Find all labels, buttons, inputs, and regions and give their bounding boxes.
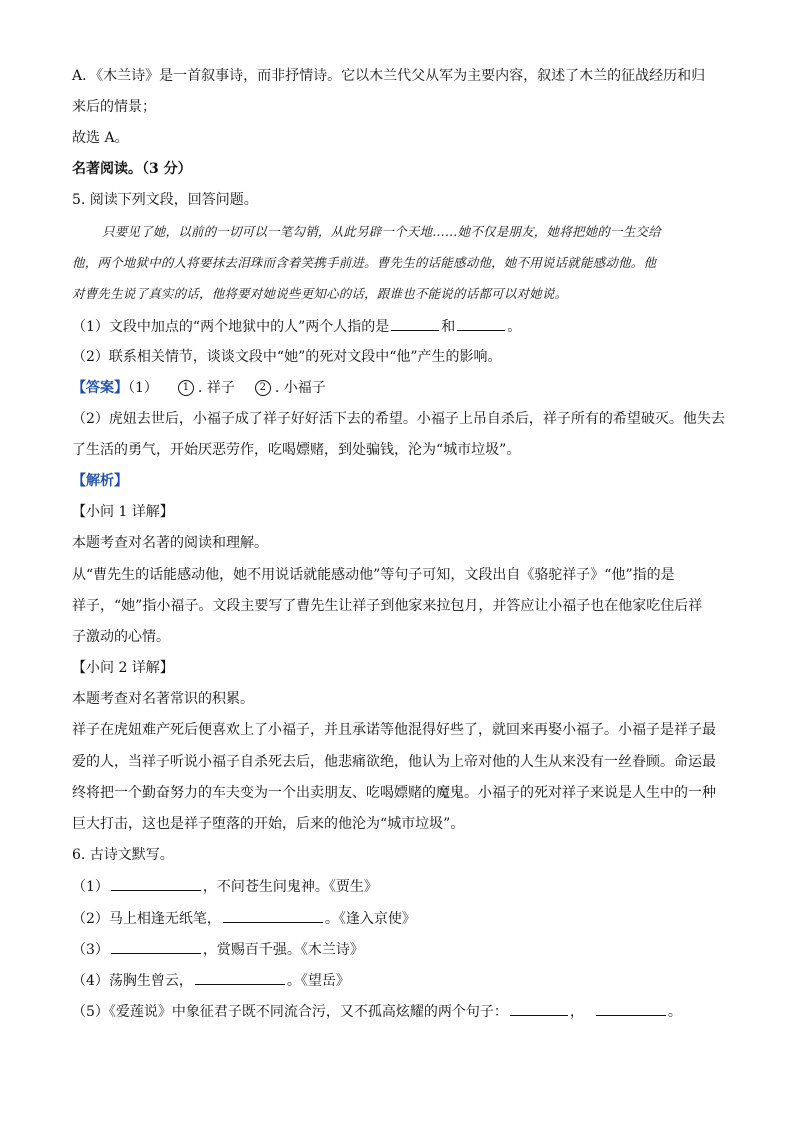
answer-blank[interactable] <box>111 939 201 954</box>
detail2-line1: 本题考查对名著常识的积累。 <box>72 691 254 707</box>
q6-item-prefix: （4）荡胸生曾云， <box>72 973 193 989</box>
answer-blank[interactable] <box>195 970 285 985</box>
q6-item-text: 。《望岳》 <box>286 973 350 989</box>
detail2-title: 【小问 2 详解】 <box>72 660 174 676</box>
answer-blank[interactable] <box>111 876 201 891</box>
q6-item-prefix: （2）马上相逢无纸笔， <box>72 911 221 927</box>
detail1-line1: 本题考查对名著的阅读和理解。 <box>72 535 268 551</box>
q5-answer-sub2-line1: （2）虎妞去世后，小福子成了祥子好好活下去的希望。小福子上吊自杀后，祥子所有的希望破灭。他失去 <box>72 411 725 427</box>
q5-answer-sub2-line2: 了生活的勇气，开始厌恶劳作，吃喝嫖赌，到处骗钱，沦为“城市垃圾”。 <box>72 442 521 458</box>
circled-number: 1 <box>178 380 194 396</box>
q5-sub1-middle: 和 <box>441 319 456 335</box>
q4-answer: 故选 A。 <box>72 130 129 146</box>
q5-passage-line2: 他，两个地狱中的人将要抹去泪珠而含着笑携手前进。曹先生的话能感动他，她不用说话就能感动他。他 <box>72 255 657 270</box>
answer-blank[interactable] <box>510 1001 568 1016</box>
q6-item-text: ，赏赐百千强。《木兰诗》 <box>202 942 364 958</box>
q4-option-a-line1: A．《木兰诗》是一首叙事诗，而非抒情诗。它以木兰代父从军为主要内容，叙述了木兰的征战经历和归 <box>72 68 706 84</box>
q4-option-a-line2: 来后的情景； <box>72 99 156 115</box>
q5-sub2: （2）联系相关情节，谈谈文段中“她”的死对文段中“他”产生的影响。 <box>72 349 502 365</box>
q6-item-1 <box>72 876 732 897</box>
analysis-tag: 【解析】 <box>72 473 128 489</box>
q5-sub1-suffix: 。 <box>507 319 522 335</box>
detail1-line4: 子激动的心情。 <box>72 629 170 645</box>
detail1-line3: 祥子，“她”指小福子。文段主要写了曹先生让祥子到他家来拉包月，并答应让小福子也在他家吃住后祥 <box>72 598 703 614</box>
q6-item-2 <box>72 908 732 929</box>
q5-sub1 <box>72 316 732 337</box>
q5-stem: 5. 阅读下列文段，回答问题。 <box>72 192 258 208</box>
answer-blank[interactable] <box>596 1001 666 1016</box>
q6-item-text: ，不问苍生问鬼神。《贾生》 <box>202 879 378 895</box>
answer-item-2: . 小福子 <box>274 380 326 396</box>
q6-item-suffix: 。 <box>667 1004 682 1020</box>
q5-passage-line1: 只要见了她，以前的一切可以一笔勾销，从此另辟一个天地……她不仅是朋友，她将把她的一生交给 <box>102 224 661 239</box>
q6-item-5 <box>72 1001 732 1022</box>
answer-sub1-label: （1） <box>128 380 158 396</box>
q6-item-prefix: （5）《爱莲说》中象征君子既不同流合污，又不孤高炫耀的两个句子： <box>72 1004 508 1020</box>
answer-blank[interactable] <box>391 316 439 331</box>
q6-item-prefix: （1） <box>72 879 109 895</box>
answer-blank[interactable] <box>223 908 323 923</box>
detail2-line5: 巨大打击，这也是祥子堕落的开始，后来的他沦为“城市垃圾”。 <box>72 816 465 832</box>
detail2-line2: 祥子在虎妞难产死后便喜欢上了小福子，并且承诺等他混得好些了，就回来再娶小福子。小福子是祥子最 <box>72 722 716 738</box>
answer-item-1: . 祥子 <box>197 380 235 396</box>
answer-blank[interactable] <box>457 316 505 331</box>
q6-item-prefix: （3） <box>72 942 109 958</box>
q6-item-4 <box>72 970 732 991</box>
detail2-line3: 爱的人，当祥子听说小福子自杀死去后，他悲痛欲绝，他认为上帝对他的人生从来没有一丝眷顾。命运最 <box>72 754 716 770</box>
q6-item-separator: ， <box>569 1004 584 1020</box>
q6-stem: 6. 古诗文默写。 <box>72 847 174 863</box>
q5-answer-line <box>72 378 732 398</box>
section-title: 名著阅读。（3 分） <box>72 161 192 177</box>
q6-item-3 <box>72 939 732 960</box>
detail1-line2: 从“曹先生的话能感动他，她不用说话就能感动他”等句子可知，文段出自《骆驼祥子》“他”指的是 <box>72 567 675 583</box>
q5-sub1-prefix: （1）文段中加点的“两个地狱中的人”两个人指的是 <box>72 319 390 335</box>
detail2-line4: 终将把一个勤奋努力的车夫变为一个出卖朋友、吃喝嫖赌的魔鬼。小福子的死对祥子来说是人生中的一种 <box>72 785 716 801</box>
detail1-title: 【小问 1 详解】 <box>72 504 174 520</box>
q5-passage-line3: 对曹先生说了真实的话，他将要对她说些更知心的话，跟谁也不能说的话都可以对她说。 <box>72 286 568 301</box>
circled-number: 2 <box>255 380 271 396</box>
q6-item-text: 。《逢入京使》 <box>324 911 416 927</box>
answer-tag: 【答案】 <box>72 380 128 396</box>
